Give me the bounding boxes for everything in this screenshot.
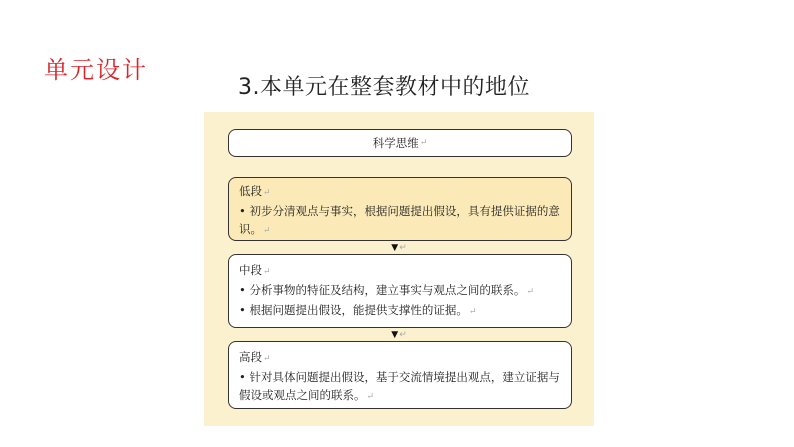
down-arrow-icon: ▼↵ bbox=[391, 243, 407, 253]
stage-low-box bbox=[228, 177, 572, 241]
stage-high-name: 高段 bbox=[239, 350, 262, 364]
stage-mid-box bbox=[228, 254, 572, 328]
return-mark: ↵ bbox=[263, 188, 271, 198]
stage-high-line-1: • 针对具体问题提出假设，基于交流情境提出观点，建立证据与假设或观点之间的联系。 bbox=[239, 370, 560, 402]
diagram-panel bbox=[204, 112, 594, 426]
diagram-header-box bbox=[228, 129, 572, 157]
stage-low-line-1: • 初步分清观点与事实，根据问题提出假设，具有提供证据的意识。 bbox=[239, 204, 560, 236]
return-mark: ↵ bbox=[468, 307, 477, 317]
diagram-header-text: 科学思维 bbox=[372, 136, 419, 150]
slide-title: 3.本单元在整套教材中的地位 bbox=[238, 75, 530, 100]
return-mark: ↵ bbox=[366, 392, 375, 402]
return-mark: ↵ bbox=[263, 226, 271, 236]
stage-mid-name: 中段 bbox=[239, 263, 262, 277]
stage-low-name: 低段 bbox=[239, 184, 262, 198]
return-mark: ↵ bbox=[526, 287, 534, 297]
down-arrow-icon: ▼↵ bbox=[391, 330, 407, 340]
stage-mid-line-2: • 根据问题提出假设，能提供支撑性的证据。 bbox=[239, 303, 468, 317]
stage-mid-line-1: • 分析事物的特征及结构，建立事实与观点之间的联系。 bbox=[239, 283, 526, 297]
section-label: 单元设计 bbox=[44, 56, 148, 84]
return-mark: ↵ bbox=[263, 354, 271, 364]
return-mark: ↵ bbox=[419, 138, 428, 148]
return-mark: ↵ bbox=[263, 267, 271, 277]
stage-high-box bbox=[228, 341, 572, 409]
